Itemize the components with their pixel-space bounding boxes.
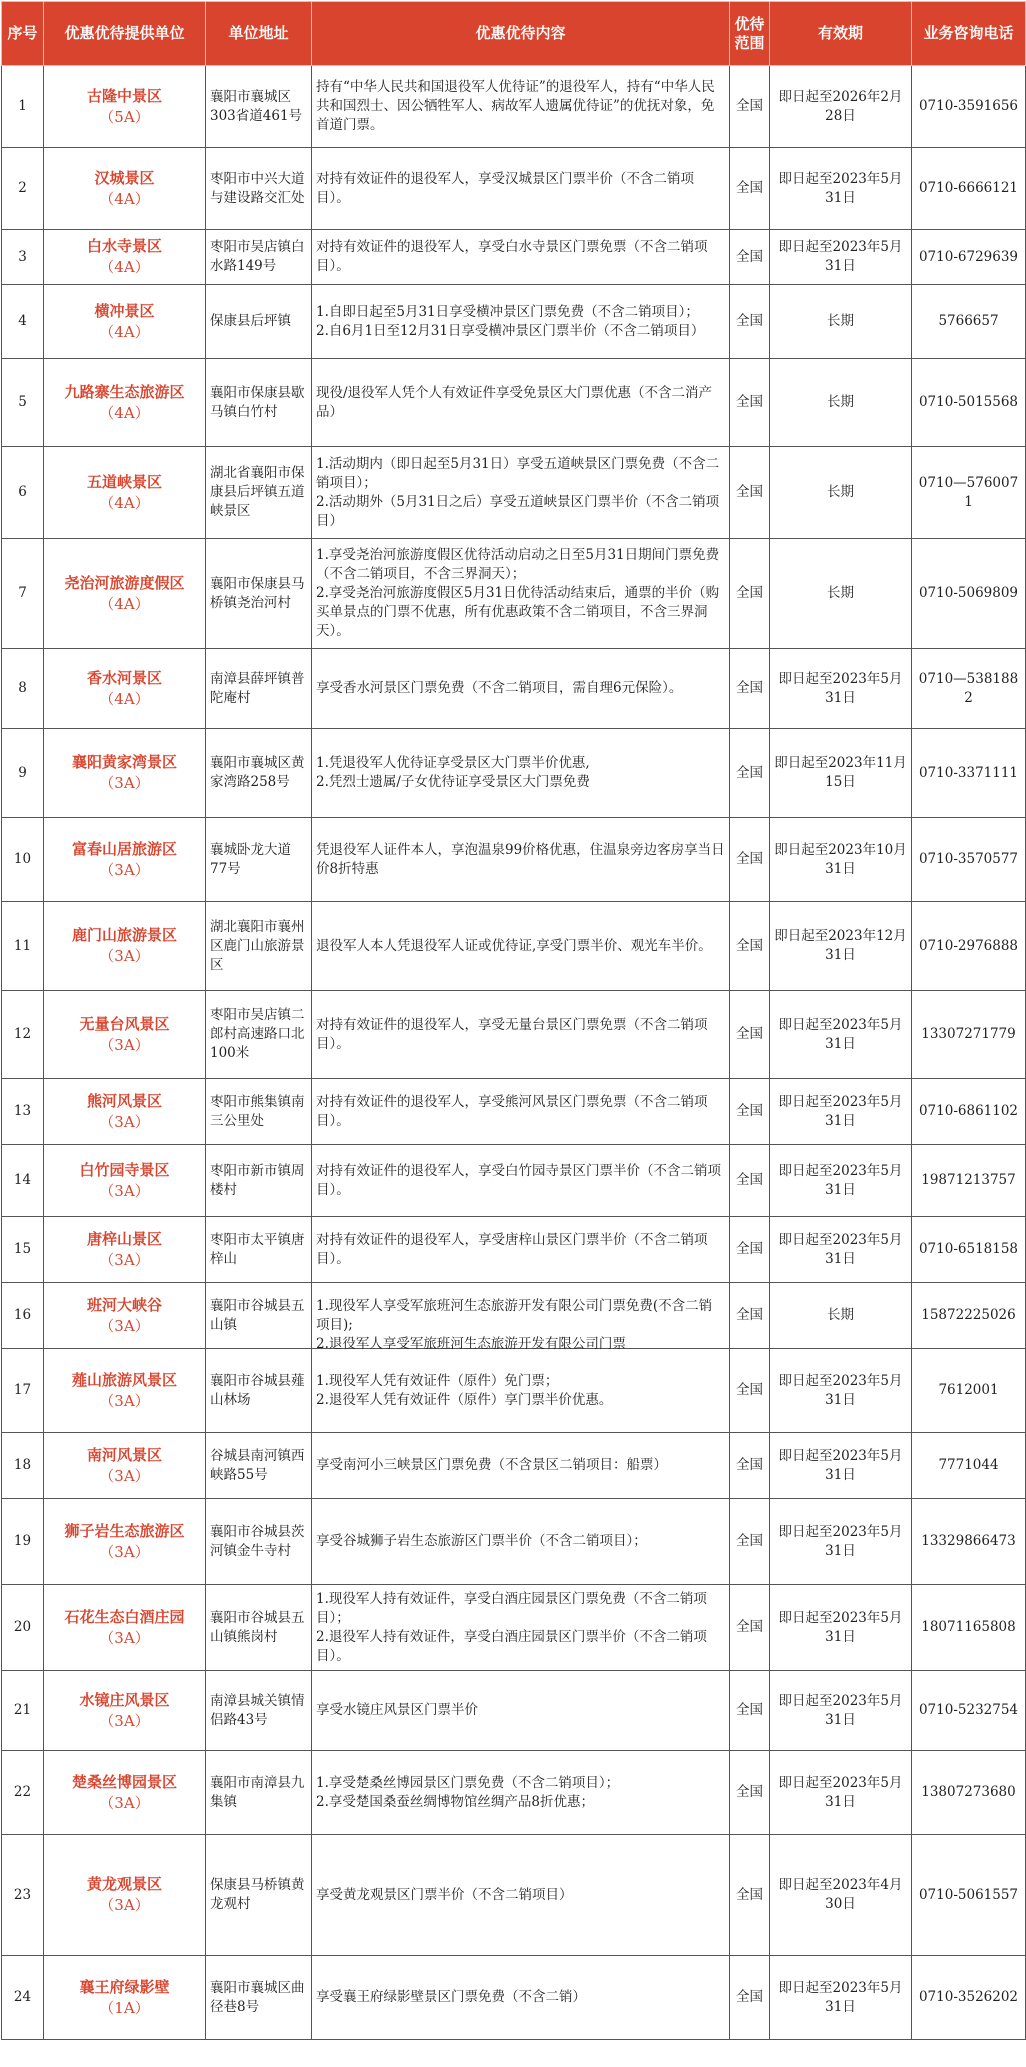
- content-cell: [312, 1217, 730, 1283]
- scenic-area-level: （3A）: [99, 1896, 150, 1914]
- scenic-area-level: （3A）: [99, 1711, 150, 1730]
- content-line: 对持有效证件的退役军人，享受熊河风景区门票免票（不含二销项目）。: [316, 1093, 708, 1129]
- scenic-area-name: 尧治河旅游度假区: [64, 573, 185, 592]
- content-line: 凭退役军人证件本人，享泡温泉99价格优惠，住温泉旁边客房享当日价8折特惠: [316, 841, 725, 877]
- content-cell: [312, 148, 730, 230]
- row-number: 17: [2, 1349, 44, 1433]
- table-row: [2, 1499, 1026, 1585]
- table-row: [2, 66, 1026, 148]
- table-row: [2, 1585, 1026, 1671]
- scenic-area-level: （3A）: [99, 1250, 150, 1269]
- scenic-area-cell: [44, 902, 206, 991]
- scenic-area-name: 白竹园寺景区: [79, 1160, 170, 1179]
- scenic-area-name: 白水寺景区: [86, 237, 162, 255]
- row-number: 12: [2, 991, 44, 1079]
- scenic-area-cell: [44, 649, 206, 729]
- content-line: 1.凭退役军人优待证享受景区大门票半价优惠,: [316, 755, 590, 771]
- content-cell: [312, 818, 730, 902]
- scope-cell: 全国: [730, 230, 770, 285]
- table-row: [2, 285, 1026, 359]
- scenic-area-cell: [44, 1217, 206, 1283]
- validity-cell: 即日起至2023年4月30日: [770, 1835, 912, 1956]
- address-cell: 谷城县南河镇西峡路55号: [206, 1433, 312, 1499]
- validity-cell: 即日起至2023年5月31日: [770, 1671, 912, 1751]
- scenic-area-name: 九路寨生态旅游区: [64, 382, 185, 401]
- table-row: [2, 1956, 1026, 2040]
- table-row: [2, 1835, 1026, 1956]
- address-cell: 襄阳市谷城县茨河镇金牛寺村: [206, 1499, 312, 1585]
- scenic-area-level: （4A）: [99, 493, 150, 512]
- address-cell: 襄城卧龙大道77号: [206, 818, 312, 902]
- header-address: 单位地址: [206, 2, 312, 66]
- scenic-area-cell: [44, 1433, 206, 1499]
- validity-cell: 即日起至2023年5月31日: [770, 1145, 912, 1217]
- scenic-area-name: 五道峡景区: [86, 472, 162, 491]
- scenic-area-level: （3A）: [99, 860, 150, 879]
- validity-cell: 长期: [770, 1283, 912, 1349]
- scenic-area-name: 狮子岩生态旅游区: [64, 1521, 185, 1540]
- scenic-area-level: （3A）: [99, 1391, 150, 1410]
- address-cell: 枣阳市吴店镇白水路149号: [206, 230, 312, 285]
- validity-cell: 即日起至2023年5月31日: [770, 230, 912, 285]
- table-row: [2, 1217, 1026, 1283]
- content-cell: [312, 1956, 730, 2040]
- content-line: 1.自即日起至5月31日享受横冲景区门票免费（不含二销项目）；: [316, 303, 699, 320]
- table-row: [2, 1349, 1026, 1433]
- phone-cell: 15872225026: [912, 1283, 1026, 1349]
- validity-cell: 即日起至2023年5月31日: [770, 1349, 912, 1433]
- scenic-area-level: （4A）: [99, 258, 150, 276]
- row-number: 24: [2, 1956, 44, 2040]
- header-scope: 优待范围: [730, 2, 770, 66]
- scenic-area-level: （3A）: [99, 774, 150, 792]
- scenic-area-level: （3A）: [99, 1316, 150, 1335]
- scenic-area-level: （4A）: [99, 689, 150, 708]
- content-line: 1.享受尧治河旅游度假区优待活动启动之日至5月31日期间门票免费（不含二销项目，不含三界洞天）；: [316, 547, 720, 582]
- scenic-area-name: 楚桑丝博园景区: [71, 1772, 177, 1791]
- phone-cell: 0710-6518158: [912, 1217, 1026, 1283]
- content-line: 享受黄龙观景区门票半价（不含二销项目）: [316, 1886, 573, 1903]
- validity-cell: 长期: [770, 359, 912, 447]
- phone-cell: 13807273680: [912, 1751, 1026, 1835]
- address-cell: 保康县马桥镇黄龙观村: [206, 1835, 312, 1956]
- content-line: 1.现役军人持有效证件，享受白酒庄园景区门票免费（不含二销项目）；: [316, 1590, 707, 1626]
- scenic-area-level: （5A）: [99, 107, 150, 126]
- scenic-area-name: 南河风景区: [86, 1445, 162, 1464]
- scenic-area-cell: [44, 285, 206, 359]
- scenic-area-cell: [44, 148, 206, 230]
- address-cell: 襄阳市保康县歇马镇白竹村: [206, 359, 312, 447]
- row-number: 2: [2, 148, 44, 230]
- content-line: 享受香水河景区门票免费（不含二销项目，需自理6元保险）。: [316, 680, 683, 696]
- validity-cell: 即日起至2023年5月31日: [770, 991, 912, 1079]
- header-phone: 业务咨询电话: [912, 2, 1026, 66]
- content-cell: [312, 1079, 730, 1145]
- scenic-area-name: 班河大峡谷: [86, 1295, 162, 1314]
- scenic-area-name: 古隆中景区: [86, 86, 162, 105]
- scenic-area-cell: [44, 1585, 206, 1671]
- scenic-area-cell: [44, 1499, 206, 1585]
- phone-cell: 0710-5232754: [912, 1671, 1026, 1751]
- content-cell: [312, 359, 730, 447]
- phone-cell: 13307271779: [912, 991, 1026, 1079]
- preferential-treatment-table: [1, 1, 1026, 2040]
- content-cell: [312, 1433, 730, 1499]
- table-row: [2, 539, 1026, 649]
- content-cell: [312, 285, 730, 359]
- row-number: 18: [2, 1433, 44, 1499]
- validity-cell: 即日起至2023年5月31日: [770, 1585, 912, 1671]
- scope-cell: 全国: [730, 818, 770, 902]
- content-line: 2.享受尧治河旅游度假区5月31日优待活动结束后，通票的半价（购买单景点的门票不优惠，所有优惠政策不含二销项目，不含三界洞天）。: [316, 585, 720, 639]
- scenic-area-level: （3A）: [99, 1793, 150, 1812]
- content-cell: [312, 902, 730, 991]
- table-row: [2, 1145, 1026, 1217]
- scenic-area-level: （3A）: [99, 1112, 150, 1131]
- scenic-area-name: 黄龙观景区: [86, 1875, 162, 1893]
- table-row: [2, 649, 1026, 729]
- table-row: [2, 1751, 1026, 1835]
- address-cell: 枣阳市熊集镇南三公里处: [206, 1079, 312, 1145]
- row-number: 21: [2, 1671, 44, 1751]
- content-line: 2.退役军人持有效证件，享受白酒庄园景区门票半价（不含二销项目）。: [316, 1628, 707, 1664]
- validity-cell: 即日起至2023年5月31日: [770, 1433, 912, 1499]
- content-line: 享受襄王府绿影壁景区门票免费（不含二销）: [316, 1989, 586, 2005]
- scenic-area-level: （3A）: [99, 1181, 150, 1200]
- phone-cell: 0710-6729639: [912, 230, 1026, 285]
- table-row: [2, 1283, 1026, 1349]
- content-cell: [312, 1499, 730, 1585]
- address-cell: 襄阳市保康县马桥镇尧治河村: [206, 539, 312, 649]
- content-cell: [312, 1585, 730, 1671]
- content-line: 2.活动期外（5月31日之后）享受五道峡景区门票半价（不含二销项目）: [316, 493, 720, 529]
- address-cell: 襄阳市襄城区303省道461号: [206, 66, 312, 148]
- table-row: [2, 902, 1026, 991]
- table-row: [2, 729, 1026, 818]
- phone-cell: 0710-6861102: [912, 1079, 1026, 1145]
- content-cell: [312, 991, 730, 1079]
- phone-cell: 0710—5381882: [912, 649, 1026, 729]
- scope-cell: 全国: [730, 447, 770, 539]
- content-line: 对持有效证件的退役军人，享受白竹园寺景区门票半价（不含二销项目）。: [316, 1162, 721, 1198]
- phone-cell: 0710-5061557: [912, 1835, 1026, 1956]
- scenic-area-cell: [44, 818, 206, 902]
- phone-cell: 0710-5069809: [912, 539, 1026, 649]
- table-body: [2, 66, 1026, 2040]
- row-number: 5: [2, 359, 44, 447]
- address-cell: 襄阳市襄城区黄家湾路258号: [206, 729, 312, 818]
- content-line: 享受谷城狮子岩生态旅游区门票半价（不含二销项目）；: [316, 1533, 647, 1549]
- scenic-area-level: （3A）: [99, 947, 150, 965]
- address-cell: 湖北省襄阳市保康县后坪镇五道峡景区: [206, 447, 312, 539]
- table-row: [2, 991, 1026, 1079]
- address-cell: 保康县后坪镇: [206, 285, 312, 359]
- scenic-area-name: 无量台风景区: [79, 1014, 170, 1033]
- content-line: 对持有效证件的退役军人，享受白水寺景区门票免票（不含二销项目）。: [316, 239, 708, 274]
- address-cell: 襄阳市南漳县九集镇: [206, 1751, 312, 1835]
- table-row: [2, 447, 1026, 539]
- scenic-area-cell: [44, 1835, 206, 1956]
- scenic-area-level: （4A）: [99, 403, 150, 422]
- content-cell: [312, 447, 730, 539]
- content-line: 持有“中华人民共和国退役军人优待证”的退役军人，持有“中华人民共和国烈士、因公牺牲军人、病故军人遗属优待证”的优抚对象，免首道门票。: [316, 79, 715, 133]
- validity-cell: 即日起至2023年5月31日: [770, 1956, 912, 2040]
- header-provider: 优惠优待提供单位: [44, 2, 206, 66]
- table-row: [2, 1079, 1026, 1145]
- scenic-area-cell: [44, 729, 206, 818]
- phone-cell: 19871213757: [912, 1145, 1026, 1217]
- row-number: 23: [2, 1835, 44, 1956]
- table-row: [2, 1671, 1026, 1751]
- scope-cell: 全国: [730, 1145, 770, 1217]
- validity-cell: 即日起至2023年12月31日: [770, 902, 912, 991]
- validity-cell: 长期: [770, 285, 912, 359]
- content-line: 享受水镜庄风景区门票半价: [316, 1702, 478, 1718]
- scenic-area-cell: [44, 359, 206, 447]
- content-cell: [312, 230, 730, 285]
- address-cell: 襄阳市襄城区曲径巷8号: [206, 1956, 312, 2040]
- content-line: 2.退役军人凭有效证件（原件）享门票半价优惠。: [316, 1391, 613, 1408]
- address-cell: 枣阳市中兴大道与建设路交汇处: [206, 148, 312, 230]
- scope-cell: 全国: [730, 1835, 770, 1956]
- header-validity: 有效期: [770, 2, 912, 66]
- scope-cell: 全国: [730, 1217, 770, 1283]
- scope-cell: 全国: [730, 1433, 770, 1499]
- table-row: [2, 359, 1026, 447]
- phone-cell: 0710-5015568: [912, 359, 1026, 447]
- scenic-area-cell: [44, 991, 206, 1079]
- scenic-area-level: （1A）: [99, 1998, 150, 2017]
- phone-cell: 0710-3526202: [912, 1956, 1026, 2040]
- scenic-area-name: 香水河景区: [86, 668, 162, 687]
- scope-cell: 全国: [730, 1079, 770, 1145]
- validity-cell: 即日起至2023年5月31日: [770, 1751, 912, 1835]
- phone-cell: 0710-3570577: [912, 818, 1026, 902]
- content-line: 享受南河小三峡景区门票免费（不含景区二销项目：船票）: [316, 1457, 667, 1473]
- content-cell: [312, 1835, 730, 1956]
- phone-cell: 7771044: [912, 1433, 1026, 1499]
- validity-cell: 即日起至2023年5月31日: [770, 1499, 912, 1585]
- phone-cell: 0710—5760071: [912, 447, 1026, 539]
- content-cell: [312, 729, 730, 818]
- row-number: 11: [2, 902, 44, 991]
- row-number: 7: [2, 539, 44, 649]
- scope-cell: 全国: [730, 729, 770, 818]
- scenic-area-cell: [44, 539, 206, 649]
- header-content: 优惠优待内容: [312, 2, 730, 66]
- scenic-area-level: （3A）: [99, 1628, 150, 1647]
- header-row: [2, 2, 1026, 66]
- table-row: [2, 230, 1026, 285]
- address-cell: 枣阳市新市镇周楼村: [206, 1145, 312, 1217]
- content-line: 2.凭烈士遗属/子女优待证享受景区大门票免费: [316, 774, 590, 790]
- validity-cell: 长期: [770, 447, 912, 539]
- address-cell: 枣阳市吴店镇二郎村高速路口北100米: [206, 991, 312, 1079]
- scope-cell: 全国: [730, 1499, 770, 1585]
- scenic-area-level: （4A）: [99, 189, 150, 208]
- content-line: 现役/退役军人凭个人有效证件享受免景区大门票优惠（不含二消产品）: [316, 384, 713, 420]
- scenic-area-name: 横冲景区: [94, 301, 155, 320]
- scenic-area-level: （3A）: [99, 1542, 150, 1561]
- row-number: 4: [2, 285, 44, 359]
- content-cell: [312, 649, 730, 729]
- scenic-area-cell: [44, 1956, 206, 2040]
- content-line: 2.自6月1日至12月31日享受横冲景区门票半价（不含二销项目）: [316, 322, 705, 339]
- validity-cell: 即日起至2023年5月31日: [770, 148, 912, 230]
- scope-cell: 全国: [730, 1956, 770, 2040]
- scope-cell: 全国: [730, 1349, 770, 1433]
- content-line: 1.现役军人享受军旅班河生态旅游开发有限公司门票免费(不含二销项目);: [316, 1297, 713, 1333]
- scenic-area-cell: [44, 1751, 206, 1835]
- scope-cell: 全国: [730, 1751, 770, 1835]
- scenic-area-level: （4A）: [99, 322, 150, 341]
- row-number: 10: [2, 818, 44, 902]
- content-line: 1.现役军人凭有效证件（原件）免门票；: [316, 1372, 559, 1389]
- phone-cell: 5766657: [912, 285, 1026, 359]
- scenic-area-cell: [44, 1145, 206, 1217]
- validity-cell: 即日起至2023年5月31日: [770, 649, 912, 729]
- row-number: 22: [2, 1751, 44, 1835]
- content-line: 1.享受楚桑丝博园景区门票免费（不含二销项目）；: [316, 1774, 620, 1791]
- address-cell: 襄阳市谷城县五山镇熊岗村: [206, 1585, 312, 1671]
- scope-cell: 全国: [730, 1585, 770, 1671]
- row-number: 14: [2, 1145, 44, 1217]
- phone-cell: 18071165808: [912, 1585, 1026, 1671]
- scenic-area-name: 石花生态白酒庄园: [64, 1607, 185, 1626]
- scenic-area-cell: [44, 230, 206, 285]
- address-cell: 南漳县薛坪镇普陀庵村: [206, 649, 312, 729]
- scenic-area-name: 鹿门山旅游景区: [71, 926, 177, 944]
- row-number: 16: [2, 1283, 44, 1349]
- row-number: 15: [2, 1217, 44, 1283]
- table-row: [2, 148, 1026, 230]
- scenic-area-name: 水镜庄风景区: [79, 1690, 170, 1709]
- scenic-area-name: 襄王府绿影壁: [79, 1977, 170, 1996]
- address-cell: 南漳县城关镇情侣路43号: [206, 1671, 312, 1751]
- scenic-area-name: 熊河风景区: [86, 1091, 162, 1110]
- scenic-area-cell: [44, 1283, 206, 1349]
- content-cell: [312, 1283, 730, 1352]
- phone-cell: 0710-6666121: [912, 148, 1026, 230]
- content-line: 2.退役军人享受军旅班河生态旅游开发有限公司门票: [316, 1335, 626, 1352]
- validity-cell: 即日起至2023年11月15日: [770, 729, 912, 818]
- content-cell: [312, 1671, 730, 1751]
- content-cell: [312, 1349, 730, 1433]
- phone-cell: 13329866473: [912, 1499, 1026, 1585]
- scenic-area-cell: [44, 1079, 206, 1145]
- scenic-area-name: 汉城景区: [94, 168, 155, 187]
- content-line: 对持有效证件的退役军人，享受汉城景区门票半价（不含二销项目）。: [316, 170, 694, 206]
- scope-cell: 全国: [730, 991, 770, 1079]
- header-no: 序号: [2, 2, 44, 66]
- address-cell: 枣阳市太平镇唐梓山: [206, 1217, 312, 1283]
- scope-cell: 全国: [730, 1671, 770, 1751]
- scenic-area-cell: [44, 66, 206, 148]
- validity-cell: 即日起至2023年10月31日: [770, 818, 912, 902]
- content-line: 1.活动期内（即日起至5月31日）享受五道峡景区门票免费（不含二销项目）；: [316, 455, 720, 491]
- validity-cell: 长期: [770, 539, 912, 649]
- row-number: 1: [2, 66, 44, 148]
- content-line: 退役军人本人凭退役军人证或优待证,享受门票半价、观光车半价。: [316, 937, 712, 954]
- content-cell: [312, 66, 730, 148]
- phone-cell: 0710-3371111: [912, 729, 1026, 818]
- content-cell: [312, 539, 730, 649]
- row-number: 3: [2, 230, 44, 285]
- scenic-area-name: 富春山居旅游区: [71, 839, 177, 858]
- row-number: 13: [2, 1079, 44, 1145]
- row-number: 8: [2, 649, 44, 729]
- scope-cell: 全国: [730, 66, 770, 148]
- row-number: 20: [2, 1585, 44, 1671]
- scope-cell: 全国: [730, 1283, 770, 1349]
- table-row: [2, 1433, 1026, 1499]
- scenic-area-cell: [44, 1349, 206, 1433]
- row-number: 6: [2, 447, 44, 539]
- address-cell: 襄阳市谷城县薤山林场: [206, 1349, 312, 1433]
- content-line: 2.享受楚国桑蚕丝绸博物馆丝绸产品8折优惠；: [316, 1793, 594, 1810]
- scope-cell: 全国: [730, 902, 770, 991]
- phone-cell: 0710-2976888: [912, 902, 1026, 991]
- content-line: 对持有效证件的退役军人，享受唐梓山景区门票半价（不含二销项目）。: [316, 1231, 708, 1267]
- validity-cell: 即日起至2023年5月31日: [770, 1217, 912, 1283]
- content-cell: [312, 1751, 730, 1835]
- scenic-area-level: （4A）: [99, 594, 150, 613]
- scenic-area-cell: [44, 1671, 206, 1751]
- address-cell: 襄阳市谷城县五山镇: [206, 1283, 312, 1349]
- scope-cell: 全国: [730, 148, 770, 230]
- scope-cell: 全国: [730, 359, 770, 447]
- validity-cell: 即日起至2026年2月28日: [770, 66, 912, 148]
- phone-cell: 0710-3591656: [912, 66, 1026, 148]
- scenic-area-cell: [44, 447, 206, 539]
- scenic-area-name: 襄阳黄家湾景区: [71, 753, 177, 771]
- scope-cell: 全国: [730, 539, 770, 649]
- row-number: 19: [2, 1499, 44, 1585]
- validity-cell: 即日起至2023年5月31日: [770, 1079, 912, 1145]
- scope-cell: 全国: [730, 285, 770, 359]
- scenic-area-name: 薤山旅游风景区: [71, 1370, 177, 1389]
- address-cell: 湖北襄阳市襄州区鹿门山旅游景区: [206, 902, 312, 991]
- content-line: 对持有效证件的退役军人，享受无量台景区门票免票（不含二销项目）。: [316, 1016, 708, 1052]
- scenic-area-name: 唐梓山景区: [86, 1229, 162, 1248]
- table-row: [2, 818, 1026, 902]
- phone-cell: 7612001: [912, 1349, 1026, 1433]
- row-number: 9: [2, 729, 44, 818]
- scenic-area-level: （3A）: [99, 1466, 150, 1485]
- content-cell: [312, 1145, 730, 1217]
- scope-cell: 全国: [730, 649, 770, 729]
- scenic-area-level: （3A）: [99, 1035, 150, 1054]
